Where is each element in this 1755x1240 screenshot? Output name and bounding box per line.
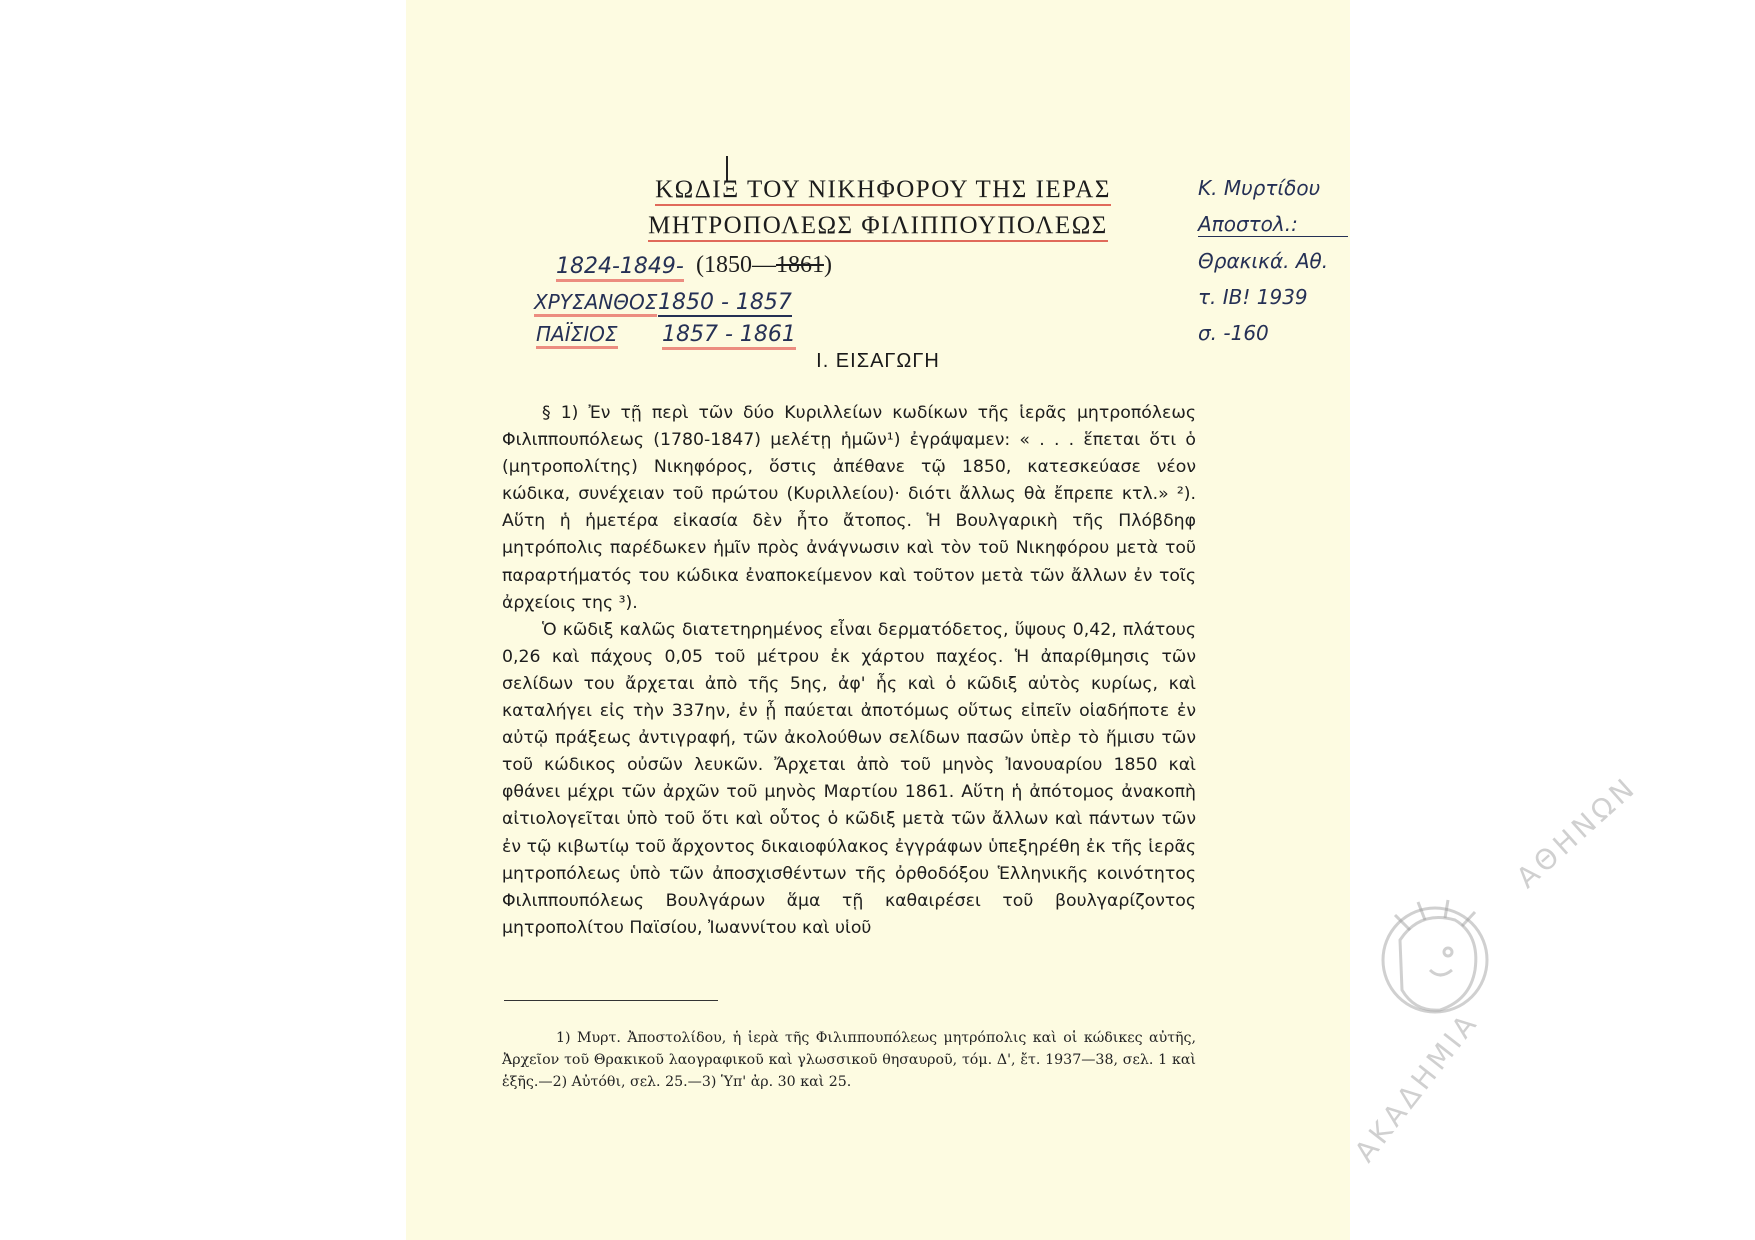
handwritten-paisios-years: 1857 - 1861	[662, 322, 796, 350]
body-text	[502, 400, 1196, 942]
footnote-divider	[504, 1000, 718, 1001]
watermark-text-lower: ΑΚΑΔΗΜΙΑ	[1348, 1005, 1486, 1169]
printed-dates	[696, 252, 832, 279]
handwritten-nikiforos-years: 1824-1849-	[556, 254, 684, 282]
margin-note-line-2: Αποστολ.:	[1198, 212, 1298, 236]
dates-close: )	[824, 252, 832, 278]
paragraph-1: § 1) Ἐν τῇ περὶ τῶν δύο Κυριλλείων κωδίκων τῆς ἱερᾶς μητροπόλεως Φιλιππουπόλεως (1780-1847) μελέτῃ ἡμῶν¹) ἐγράψαμεν: « . . . ἕπεται ὅτι ὁ (μητροπολίτης) Νικηφόρος, ὅστις ἀπέθανε τῷ 1850, κατεσκεύασε νέον κώδικα, συνέχειαν τοῦ πρώτου (Κυριλλείου)· διότι ἄλλως θὰ ἔπρεπε κτλ.» ²). Αὕτη ἡ ἡμετέρα εἰκασία δὲν ἦτο ἄτοπος. Ἡ Βουλγαρικὴ τῆς Πλόβδηφ μητρόπολις παρέδωκεν ἡμῖν πρὸς ἀνάγνωσιν καὶ τὸν τοῦ Νικηφόρου μετὰ τοῦ παραρτήματός του κώδικα ἐναποκείμενον καὶ τοῦτον μετὰ τῶν ἄλλων ἐν τοῖς ἀρχείοις της ³).	[502, 403, 1196, 613]
paragraph-2: Ὁ κῶδιξ καλῶς διατετηρημένος εἶναι δερματόδετος, ὕψους 0,42, πλάτους 0,26 καὶ πάχους 0,05 τοῦ μέτρου ἐκ χάρτου παχέος. Ἡ ἀπαρίθμησις τῶν σελίδων του ἄρχεται ἀπὸ τῆς 5ης, ἀφ' ἧς καὶ ὁ κῶδιξ αὐτὸς κυρίως, καὶ καταλήγει εἰς τὴν 337ην, ἐν ᾗ παύεται ἀποτόμως οὕτως εἰπεῖν οἱαδήποτε ἐν αὐτῷ πράξεως ἀντιγραφή, τῶν ἀκολούθων σελίδων πασῶν ὑπὲρ τὸ ἥμισυ τῶν τοῦ κώδικος οὐσῶν λευκῶν. Ἄρχεται ἀπὸ τοῦ μηνὸς Ἰανουαρίου 1850 καὶ φθάνει μέχρι τῶν ἀρχῶν τοῦ μηνὸς Μαρτίου 1861. Αὕτη ἡ ἀπότομος ἀνακοπὴ αἰτιολογεῖται ὑπὸ τοῦ ὅτι καὶ οὗτος ὁ κῶδιξ μετὰ τῶν ἄλλων καὶ πάντων τῶν ἐν τῷ κιβωτίῳ τοῦ ἄρχοντος δικαιοφύλακος ἐγγράφων ὑπεξηρέθη ἐκ τῆς ἱερᾶς μητροπόλεως ὑπὸ τῶν ἀποσχισθέντων τῆς ὀρθοδόξου Ἑλληνικῆς κοινότητος Φιλιππουπόλεως Βουλγάρων ἅμα τῇ καθαιρέσει τοῦ βουλγαρίζοντος μητροπολίτου Παϊσίου, Ἰωαννίτου καὶ υἱοῦ	[502, 619, 1196, 938]
margin-note-line-4: τ. ΙΒ! 1939	[1198, 285, 1308, 309]
title-text-1: ΚΩΔΙΞ ΤΟΥ ΝΙΚΗΦΟΡΟΥ ΤΗΣ ΙΕΡΑΣ	[655, 176, 1111, 206]
title-text-2: ΜΗΤΡΟΠΟΛΕΩΣ ΦΙΛΙΠΠΟΥΠΟΛΕΩΣ	[648, 212, 1108, 242]
section-heading: Ι. ΕΙΣΑΓΩΓΗ	[816, 350, 940, 372]
handwritten-chrysanthos: ΧΡΥΣΑΝΘΟΣ	[534, 290, 657, 317]
dates-open: (1850—	[696, 252, 776, 278]
footnote-text: 1) Μυρτ. Ἀποστολίδου, ἡ ἱερὰ τῆς Φιλιππουπόλεως μητρόπολις καὶ οἱ κώδικες αὐτῆς, Ἀρχεῖον τοῦ Θρακικοῦ λαογραφικοῦ καὶ γλωσσικοῦ θησαυροῦ, τόμ. Δ', ἔτ. 1937—38, σελ. 1 καὶ ἑξῆς.—2) Αὐτόθι, σελ. 25.—3) Ὑπ' ἀρ. 30 καὶ 25.	[502, 1030, 1196, 1090]
margin-note-line-3: Θρακικά. Αθ.	[1198, 249, 1329, 273]
margin-note-line-1: Κ. Μυρτίδου	[1198, 176, 1321, 200]
handwritten-paisios: ΠΑΪΣΙΟΣ	[536, 322, 618, 349]
margin-note-line-5: σ. -160	[1198, 321, 1269, 345]
dates-struck: 1861	[776, 252, 824, 278]
watermark-text-upper: ΑΘΗΝΩΝ	[1510, 769, 1644, 895]
footnote	[502, 1027, 1196, 1093]
document-page	[406, 0, 1350, 1240]
handwritten-chrysanthos-years: 1850 - 1857	[658, 290, 792, 315]
margin-handwritten-note	[1198, 170, 1358, 351]
academy-watermark	[1340, 769, 1660, 1169]
